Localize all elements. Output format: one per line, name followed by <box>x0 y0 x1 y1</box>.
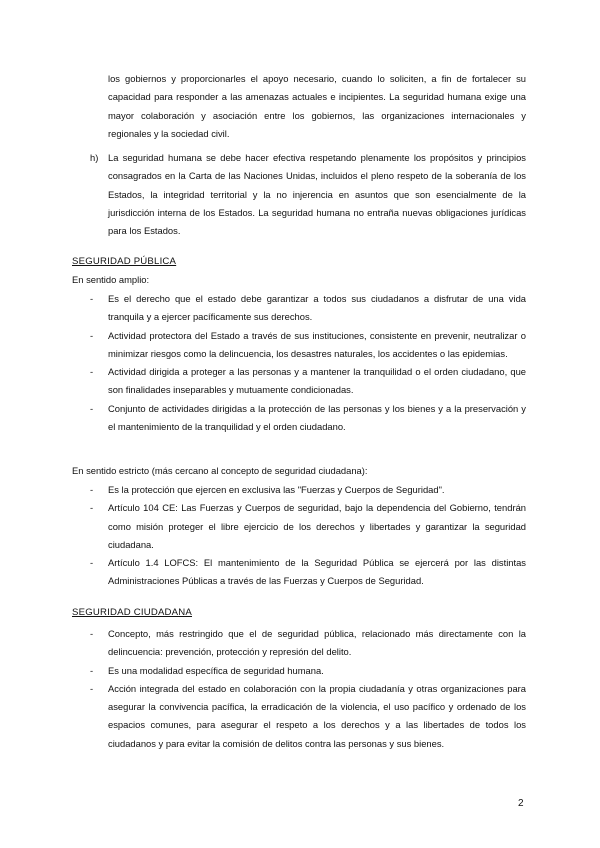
continuation-paragraph: los gobiernos y proporcionarles el apoyo necesario, cuando lo soliciten, a fin de fortalecer su capacidad para responder a las amenazas actuales e incipientes. La seguridad humana exige una mayor colaboración y asociación entre los gobiernos, las organizaciones internacionales y regionales y la sociedad civil. <box>108 73 526 139</box>
list-item <box>72 481 526 499</box>
list-item-text: Es el derecho que el estado debe garantizar a todos sus ciudadanos a disfrutar de una vida tranquila y a ejercer pacíficamente sus derechos. <box>108 293 526 323</box>
list-item-text: Es una modalidad específica de seguridad humana. <box>108 664 324 676</box>
list-item-text: Actividad dirigida a proteger a las personas y a mantener la tranquilidad o el orden ciudadano, que son finalidades inseparables y mutuamente condicionadas. <box>108 366 526 396</box>
list-item <box>72 290 526 327</box>
list-sentido-estricto <box>72 481 526 591</box>
dash-marker: - <box>90 293 94 304</box>
dash-marker: - <box>90 557 94 569</box>
list-item <box>72 363 526 400</box>
list-item-text: Actividad protectora del Estado a través de sus instituciones, consistente en prevenir, neutralizar o minimizar riesgos como la delincuencia, los desastres naturales, los accidentes o las epidemias. <box>108 329 526 359</box>
list-sentido-amplio <box>72 290 526 436</box>
list-item <box>72 499 526 554</box>
dash-marker: - <box>90 628 94 639</box>
list-item-text: Acción integrada del estado en colaboración con la propia ciudadanía y otras organizaciones para asegurar la convivencia pacífica, la erradicación de la violencia, el uso pacífico y ordenado de los espacios comunes, para asegurar el respeto a los derechos y a las libertades de todos los ciudadanos y para evitar la comisión de delitos contra las personas y sus bienes. <box>108 682 526 749</box>
list-item-text: Artículo 104 CE: Las Fuerzas y Cuerpos de seguridad, bajo la dependencia del Gobierno, tendrán como misión proteger el libre ejercicio de los derechos y libertades y garantizar la seguridad ciudadana. <box>108 502 526 550</box>
list-item-h <box>90 149 526 240</box>
list-item <box>72 680 526 753</box>
dash-marker: - <box>90 682 94 694</box>
list-seguridad-ciudadana <box>72 625 526 753</box>
list-item-h-text: La seguridad humana se debe hacer efectiva respetando plenamente los propósitos y principios consagrados en la Carta de las Naciones Unidas, incluidos el pleno respeto de la soberanía de los Estados, la integridad territorial y la no injerencia en asuntos que son esencialmente de la jurisdicción interna de los Estados. La seguridad humana no entraña nuevas obligaciones jurídicas para los Estados. <box>108 152 526 237</box>
intro-sentido-amplio: En sentido amplio: <box>72 274 150 285</box>
dash-marker: - <box>90 366 94 378</box>
dash-marker: - <box>90 402 94 414</box>
list-item-text: Concepto, más restringido que el de seguridad pública, relacionado más directamente con la delincuencia: prevención, protección y represión del delito. <box>108 628 526 658</box>
list-item <box>72 327 526 364</box>
list-item-text: Artículo 1.4 LOFCS: El mantenimiento de la Seguridad Pública se ejercerá por las distintas Administraciones Públicas a través de las Fuerzas y Cuerpos de Seguridad. <box>108 557 526 587</box>
list-item <box>72 662 526 680</box>
heading-seguridad-ciudadana: SEGURIDAD CIUDADANA <box>72 607 193 618</box>
list-item <box>72 400 526 437</box>
page-number: 2 <box>518 798 524 809</box>
dash-marker: - <box>90 329 94 341</box>
dash-marker: - <box>90 502 94 514</box>
intro-sentido-estricto: En sentido estricto (más cercano al concepto de seguridad ciudadana): <box>72 465 368 476</box>
list-item <box>72 554 526 591</box>
dash-marker: - <box>90 484 94 495</box>
list-item <box>72 625 526 662</box>
list-item-text: Es la protección que ejercen en exclusiva las "Fuerzas y Cuerpos de Seguridad". <box>108 484 445 495</box>
list-marker-h: h) <box>90 152 99 163</box>
dash-marker: - <box>90 664 94 676</box>
heading-seguridad-publica: SEGURIDAD PÚBLICA <box>72 256 177 267</box>
list-item-text: Conjunto de actividades dirigidas a la protección de las personas y los bienes y a la preservación y el mantenimiento de la tranquilidad y el orden ciudadano. <box>108 402 526 433</box>
